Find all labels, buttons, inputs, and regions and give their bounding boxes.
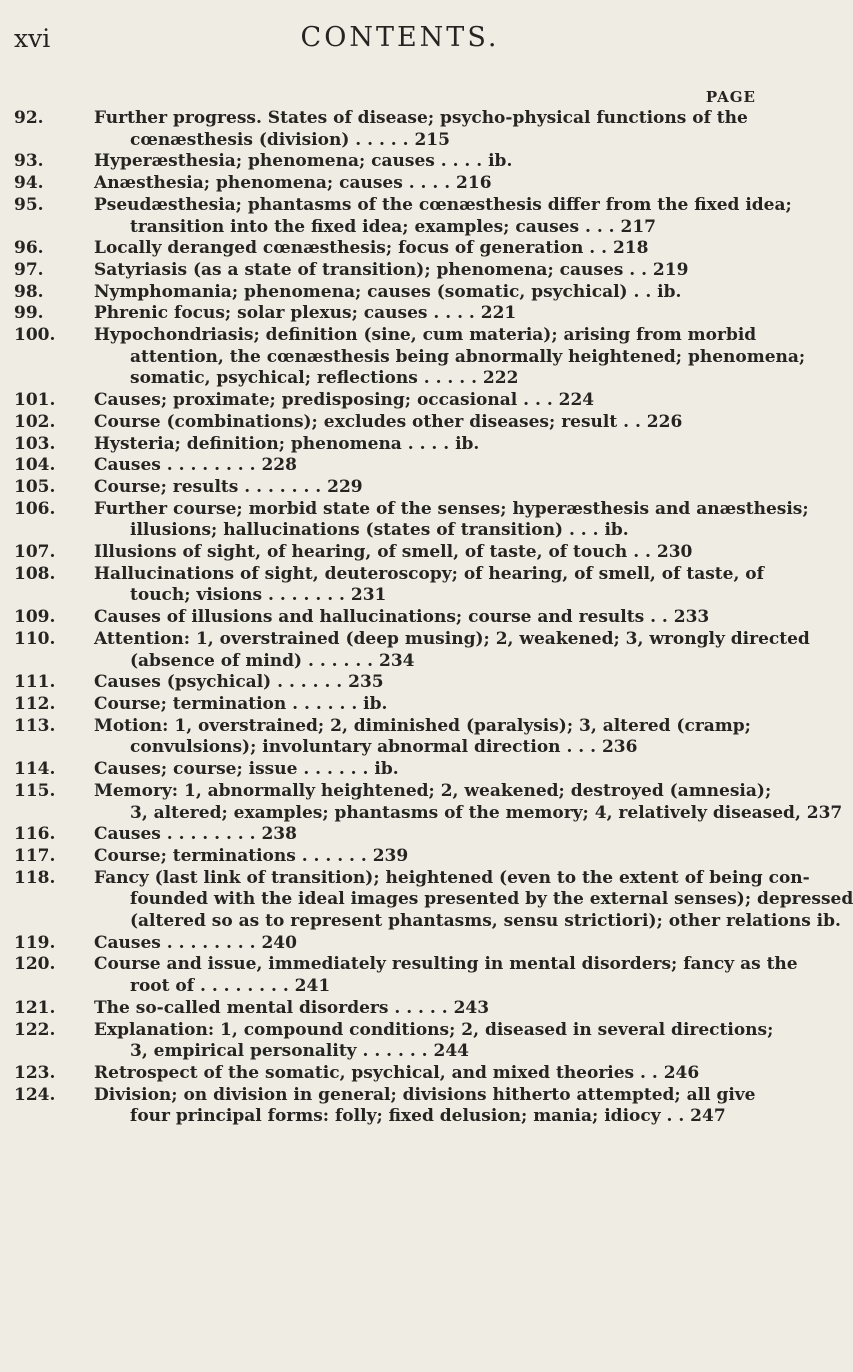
- entry-text-continued: (absence of mind) . . . . . . 234: [130, 650, 415, 671]
- entry-text: Causes; proximate; predisposing; occasional . . . 224: [94, 390, 595, 411]
- entry-text: Fancy (last link of transition); heightened (even to the extent of being con-: [94, 867, 810, 888]
- entry-number: 119.: [14, 932, 56, 953]
- entry-number: 108.: [14, 563, 56, 584]
- entry-text-continued: founded with the ideal images presented by the external senses); depressed: [130, 889, 853, 910]
- entry-text: Further progress. States of disease; psycho-physical functions of the: [94, 108, 748, 128]
- toc-entry: [0, 759, 800, 781]
- entry-text: Hysteria; definition; phenomena . . . . ib.: [94, 433, 480, 454]
- entry-text: Attention: 1, overstrained (deep musing); 2, weakened; 3, wrongly directed: [94, 628, 810, 649]
- toc-entry: [0, 434, 800, 456]
- entry-number: 113.: [14, 715, 56, 736]
- toc-entry: [0, 867, 853, 933]
- entry-text: Division; on division in general; divisions hitherto attempted; all give: [94, 1084, 756, 1105]
- entry-text-continued: illusions; hallucinations (states of transition) . . . ib.: [130, 520, 629, 541]
- entry-number: 115.: [14, 780, 56, 801]
- entry-text-continued: transition into the fixed idea; examples; causes . . . 217: [130, 216, 656, 237]
- entry-number: 103.: [14, 433, 56, 454]
- toc-entry: [0, 933, 800, 955]
- entry-text: Causes; course; issue . . . . . . ib.: [94, 759, 399, 780]
- page-folio: xvi: [14, 24, 51, 53]
- entry-number: 112.: [14, 693, 56, 714]
- entry-text-continued: convulsions); involuntary abnormal direction . . . 236: [130, 737, 638, 758]
- entry-number: 123.: [14, 1062, 56, 1083]
- entry-text-continued: 3, empirical personality . . . . . . 244: [130, 1041, 469, 1062]
- toc-entry: [0, 412, 800, 434]
- toc-entry: [0, 151, 800, 173]
- entry-text: Explanation: 1, compound conditions; 2, diseased in several directions;: [94, 1019, 774, 1040]
- entry-number: 109.: [14, 607, 56, 628]
- entry-text: Anæsthesia; phenomena; causes . . . . 216: [94, 173, 492, 194]
- entry-text: Course; terminations . . . . . . 239: [94, 845, 409, 866]
- entry-text: Memory: 1, abnormally heightened; 2, weakened; destroyed (amnesia);: [94, 780, 772, 801]
- entry-number: 106.: [14, 498, 56, 519]
- entry-text: Course and issue, immediately resulting in mental disorders; fancy as the: [94, 954, 798, 975]
- entry-number: 95.: [14, 194, 44, 215]
- entry-number: 121.: [14, 997, 56, 1018]
- toc-entry: [0, 498, 809, 542]
- entry-number: 122.: [14, 1019, 56, 1040]
- entry-number: 104.: [14, 455, 56, 476]
- entry-text: The so-called mental disorders . . . . . 243: [94, 997, 490, 1018]
- toc-entry: [0, 1020, 800, 1063]
- entry-text: Locally deranged cœnæsthesis; focus of generation . . 218: [94, 238, 649, 259]
- entry-number: 97.: [14, 259, 44, 280]
- entry-text: Hyperæsthesia; phenomena; causes . . . . ib.: [94, 151, 513, 172]
- toc-entry: [0, 716, 800, 759]
- entry-number: 114.: [14, 759, 56, 780]
- toc-entry: [0, 607, 800, 629]
- toc-entry: [0, 260, 800, 282]
- entry-number: 93.: [14, 151, 44, 172]
- entry-text: Causes (psychical) . . . . . . 235: [94, 672, 384, 693]
- toc-entry: [0, 824, 800, 846]
- entry-number: 117.: [14, 845, 56, 866]
- toc-entry: [0, 1085, 800, 1128]
- entry-number: 99.: [14, 303, 44, 324]
- entry-text-continued: root of . . . . . . . . 241: [130, 976, 331, 997]
- entry-number: 92.: [14, 108, 44, 128]
- entry-text: Further course; morbid state of the senses; hyperæsthesis and anæsthesis;: [94, 498, 809, 519]
- entry-text: Course; results . . . . . . . 229: [94, 476, 363, 497]
- entry-number: 100.: [14, 325, 56, 346]
- toc-entry: [0, 1063, 800, 1085]
- toc-entry: [0, 672, 800, 694]
- toc-entry: [0, 477, 800, 499]
- toc-entry: [0, 542, 800, 564]
- entry-text-continued: somatic, psychical; reflections . . . . . 222: [130, 368, 519, 389]
- entry-text: Retrospect of the somatic, psychical, and mixed theories . . 246: [94, 1062, 700, 1083]
- entry-text: Nymphomania; phenomena; causes (somatic, psychical) . . ib.: [94, 281, 682, 302]
- entry-number: 118.: [14, 867, 56, 888]
- entry-text: Phrenic focus; solar plexus; causes . . . . 221: [94, 303, 517, 324]
- entry-text-continued: attention, the cœnæsthesis being abnormally heightened; phenomena;: [130, 346, 806, 367]
- entry-number: 120.: [14, 954, 56, 975]
- toc-entry: [0, 846, 800, 868]
- toc-entry: [0, 455, 800, 477]
- entry-text: Hypochondriasis; definition (sine, cum materia); arising from morbid: [94, 325, 757, 346]
- entry-number: 96.: [14, 238, 44, 259]
- entry-text-continued: four principal forms: folly; fixed delusion; mania; idiocy . . 247: [130, 1106, 726, 1127]
- toc-entry: [0, 694, 800, 716]
- toc-entry: [0, 173, 800, 195]
- entry-number: 105.: [14, 476, 56, 497]
- entry-number: 111.: [14, 672, 56, 693]
- entry-number: 94.: [14, 173, 44, 194]
- entry-text: Causes . . . . . . . . 238: [94, 824, 297, 845]
- entry-text: Course (combinations); excludes other diseases; result . . 226: [94, 411, 683, 432]
- entry-number: 107.: [14, 542, 56, 563]
- entry-number: 124.: [14, 1084, 56, 1105]
- toc-entry: [0, 108, 800, 151]
- page-column-label: PAGE: [705, 88, 756, 106]
- entry-text: Hallucinations of sight, deuteroscopy; of hearing, of smell, of taste, of: [94, 563, 764, 584]
- entry-text: Pseudæsthesia; phantasms of the cœnæsthesis differ from the fixed idea;: [94, 194, 792, 215]
- toc-entry: [0, 195, 800, 238]
- entry-number: 98.: [14, 281, 44, 302]
- entry-text-continued: 3, altered; examples; phantasms of the memory; 4, relatively diseased, 237: [130, 802, 843, 823]
- entry-text-continued: (altered so as to represent phantasms, sensu strictiori); other relations ib.: [130, 911, 841, 932]
- entry-text-continued: cœnæsthesis (division) . . . . . 215: [130, 129, 450, 150]
- toc-entry: [0, 564, 800, 607]
- toc-entry: [0, 390, 800, 412]
- entry-number: 116.: [14, 824, 56, 845]
- toc-entry: [0, 998, 800, 1020]
- entry-text: Satyriasis (as a state of transition); phenomena; causes . . 219: [94, 259, 689, 280]
- toc-entry: [0, 780, 843, 824]
- running-title: CONTENTS.: [300, 22, 500, 53]
- entry-number: 101.: [14, 390, 56, 411]
- entry-text: Causes . . . . . . . . 228: [94, 455, 297, 476]
- entry-text: Course; termination . . . . . . ib.: [94, 693, 388, 714]
- toc-entry: [0, 282, 800, 304]
- entry-text: Causes . . . . . . . . 240: [94, 932, 297, 953]
- toc-entry: [0, 325, 806, 390]
- toc-entry: [0, 303, 800, 325]
- entry-text: Illusions of sight, of hearing, of smell, of taste, of touch . . 230: [94, 542, 693, 563]
- toc-entry: [0, 238, 800, 260]
- entry-text-continued: touch; visions . . . . . . . 231: [130, 585, 387, 606]
- toc-entry: [0, 628, 810, 672]
- contents-list: [0, 108, 853, 1128]
- entry-text: Motion: 1, overstrained; 2, diminished (paralysis); 3, altered (cramp;: [94, 715, 751, 736]
- entry-number: 110.: [14, 628, 56, 649]
- entry-number: 102.: [14, 411, 56, 432]
- page-header: [0, 18, 800, 58]
- toc-entry: [0, 954, 800, 997]
- entry-text: Causes of illusions and hallucinations; course and results . . 233: [94, 607, 710, 628]
